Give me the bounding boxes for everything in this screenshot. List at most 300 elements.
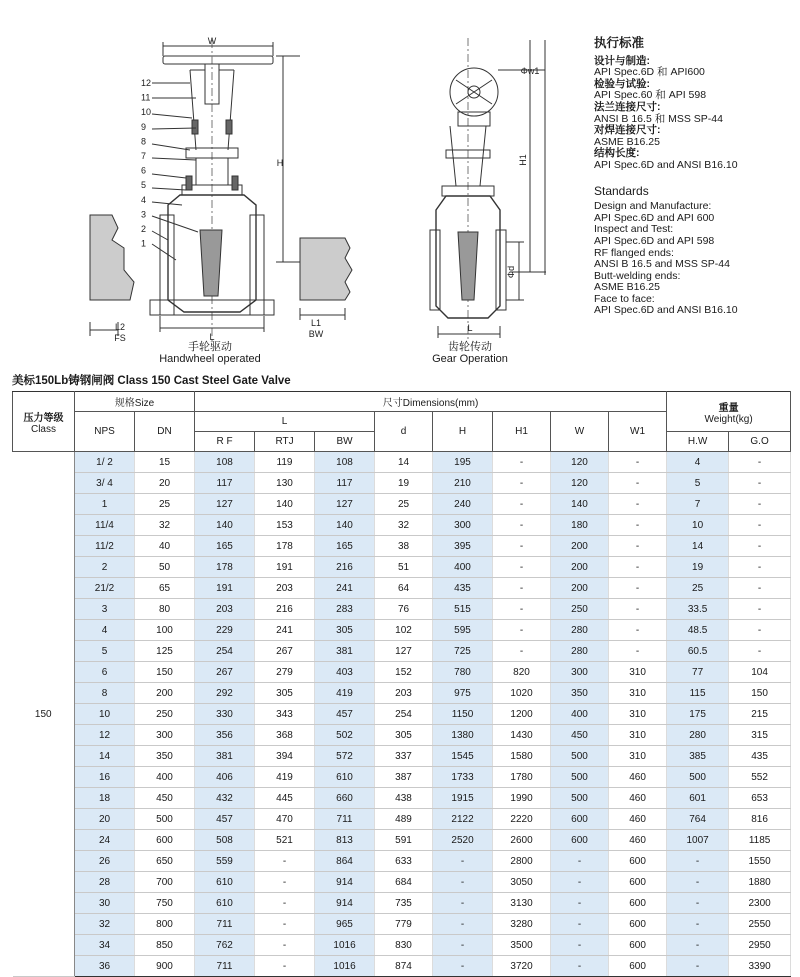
- table-cell: 240: [433, 494, 493, 515]
- table-cell: 50: [135, 557, 195, 578]
- table-cell: -: [729, 452, 791, 473]
- table-cell: 14: [667, 536, 729, 557]
- table-cell: 830: [375, 935, 433, 956]
- table-cell: 438: [375, 788, 433, 809]
- table-cell: -: [729, 494, 791, 515]
- table-cell: 3390: [729, 956, 791, 977]
- table-cell: 241: [255, 620, 315, 641]
- standard-line-en: ANSI B 16.5 and MSS SP-44: [594, 258, 730, 271]
- table-cell: 419: [315, 683, 375, 704]
- table-cell: 32: [375, 515, 433, 536]
- header-w: W: [551, 412, 609, 452]
- table-cell: 120: [551, 473, 609, 494]
- standard-line-en: Inspect and Test:: [594, 223, 674, 236]
- table-cell: -: [729, 557, 791, 578]
- table-cell: 254: [195, 641, 255, 662]
- table-cell: 14: [375, 452, 433, 473]
- part-number-6: 6: [141, 165, 147, 176]
- table-cell: 600: [609, 851, 667, 872]
- table-cell: 385: [667, 746, 729, 767]
- table-cell: 633: [375, 851, 433, 872]
- table-cell: 600: [609, 914, 667, 935]
- table-cell: -: [433, 851, 493, 872]
- standard-line-cn: API Spec.60 和 API 598: [594, 89, 707, 102]
- table-cell: 820: [493, 662, 551, 683]
- table-row: [13, 599, 791, 620]
- table-cell: 350: [135, 746, 195, 767]
- header-rtj: RTJ: [255, 432, 315, 452]
- table-cell: 400: [551, 704, 609, 725]
- table-cell: 19: [375, 473, 433, 494]
- table-cell: -: [255, 935, 315, 956]
- table-cell: -: [493, 557, 551, 578]
- table-cell: 460: [609, 830, 667, 851]
- table-cell: 254: [375, 704, 433, 725]
- table-cell: 34: [75, 935, 135, 956]
- table-cell: 1430: [493, 725, 551, 746]
- table-cell: 343: [255, 704, 315, 725]
- table-cell: 435: [729, 746, 791, 767]
- table-cell: 104: [729, 662, 791, 683]
- table-cell: 813: [315, 830, 375, 851]
- table-cell: 1545: [433, 746, 493, 767]
- part-number-5: 5: [141, 180, 147, 191]
- handwheel-caption: [150, 341, 270, 365]
- table-row: [13, 641, 791, 662]
- table-row: [13, 767, 791, 788]
- table-cell: 127: [195, 494, 255, 515]
- table-cell: 33.5: [667, 599, 729, 620]
- table-cell: -: [609, 452, 667, 473]
- table-cell: 515: [433, 599, 493, 620]
- standard-line-cn: API Spec.6D and ANSI B16.10: [594, 158, 738, 171]
- handwheel-caption-en: Handwheel operated: [159, 353, 261, 365]
- table-cell: 195: [433, 452, 493, 473]
- table-cell: 394: [255, 746, 315, 767]
- table-cell: 2950: [729, 935, 791, 956]
- table-cell: -: [493, 536, 551, 557]
- table-cell: 3280: [493, 914, 551, 935]
- table-cell: -: [729, 620, 791, 641]
- table-cell: 381: [315, 641, 375, 662]
- table-body: [13, 452, 791, 977]
- table-cell: -: [255, 956, 315, 977]
- table-cell: 1020: [493, 683, 551, 704]
- table-cell: 2600: [493, 830, 551, 851]
- dimension-table: [12, 391, 791, 977]
- table-cell: 150: [729, 683, 791, 704]
- table-cell: -: [667, 851, 729, 872]
- standard-line-cn: 法兰连接尺寸:: [594, 100, 661, 113]
- table-cell: 127: [315, 494, 375, 515]
- table-cell: 125: [135, 641, 195, 662]
- class-cell: 150: [13, 452, 75, 977]
- table-row: [13, 872, 791, 893]
- table-cell: 1880: [729, 872, 791, 893]
- table-cell: 762: [195, 935, 255, 956]
- table-cell: -: [609, 599, 667, 620]
- table-cell: -: [609, 473, 667, 494]
- table-cell: 387: [375, 767, 433, 788]
- part-number-8: 8: [141, 136, 147, 147]
- table-cell: 140: [315, 515, 375, 536]
- table-row: [13, 851, 791, 872]
- part-number-3: 3: [141, 209, 147, 220]
- table-cell: -: [729, 515, 791, 536]
- table-cell: 610: [315, 767, 375, 788]
- table-cell: 310: [609, 725, 667, 746]
- table-cell: 684: [375, 872, 433, 893]
- table-cell: 779: [375, 914, 433, 935]
- header-h1: H1: [493, 412, 551, 452]
- gear-caption-cn: 齿轮传动: [448, 341, 492, 353]
- table-cell: 600: [551, 830, 609, 851]
- table-cell: 178: [195, 557, 255, 578]
- table-row: [13, 830, 791, 851]
- table-cell: 864: [315, 851, 375, 872]
- table-cell: -: [433, 893, 493, 914]
- table-row: [13, 683, 791, 704]
- table-cell: 20: [75, 809, 135, 830]
- header-weight: 重量 Weight(kg): [667, 392, 791, 432]
- table-cell: 80: [135, 599, 195, 620]
- table-cell: 165: [195, 536, 255, 557]
- standard-line-en: Face to face:: [594, 292, 655, 305]
- dim-label-fs: FS: [114, 333, 126, 343]
- standards-title-en: Standards: [594, 183, 649, 198]
- table-row: [13, 452, 791, 473]
- table-cell: -: [493, 620, 551, 641]
- table-cell: 601: [667, 788, 729, 809]
- table-cell: 2122: [433, 809, 493, 830]
- standard-line-cn: 结构长度:: [594, 147, 640, 160]
- table-cell: 119: [255, 452, 315, 473]
- table-cell: 280: [667, 725, 729, 746]
- table-cell: 32: [135, 515, 195, 536]
- table-cell: -: [433, 956, 493, 977]
- table-cell: 305: [255, 683, 315, 704]
- table-cell: 267: [195, 662, 255, 683]
- table-cell: 216: [255, 599, 315, 620]
- table-cell: 600: [609, 872, 667, 893]
- table-cell: 780: [433, 662, 493, 683]
- header-bw: BW: [315, 432, 375, 452]
- table-cell: -: [255, 914, 315, 935]
- gear-caption: [420, 341, 520, 365]
- table-cell: 419: [255, 767, 315, 788]
- table-cell: 305: [315, 620, 375, 641]
- table-cell: 735: [375, 893, 433, 914]
- table-cell: 76: [375, 599, 433, 620]
- table-cell: 11/4: [75, 515, 135, 536]
- table-cell: -: [551, 935, 609, 956]
- standard-line-en: API Spec.6D and API 600: [594, 211, 715, 224]
- table-cell: 6: [75, 662, 135, 683]
- table-cell: 20: [135, 473, 195, 494]
- header-size: 规格Size: [75, 392, 195, 412]
- table-cell: 310: [609, 662, 667, 683]
- table-cell: 900: [135, 956, 195, 977]
- table-cell: 1016: [315, 956, 375, 977]
- header-hw: H.W: [667, 432, 729, 452]
- header-nps: NPS: [75, 412, 135, 452]
- table-row: [13, 620, 791, 641]
- table-cell: -: [667, 956, 729, 977]
- table-cell: 711: [195, 914, 255, 935]
- table-cell: -: [551, 872, 609, 893]
- table-row: [13, 725, 791, 746]
- table-cell: -: [551, 956, 609, 977]
- table-cell: 5: [667, 473, 729, 494]
- table-cell: 450: [135, 788, 195, 809]
- table-cell: 100: [135, 620, 195, 641]
- table-cell: 250: [135, 704, 195, 725]
- header-go: G.O: [729, 432, 791, 452]
- gear-caption-en: Gear Operation: [432, 353, 508, 365]
- table-cell: 3/ 4: [75, 473, 135, 494]
- table-row: [13, 935, 791, 956]
- table-cell: -: [551, 851, 609, 872]
- table-row: [13, 473, 791, 494]
- table-cell: 117: [195, 473, 255, 494]
- table-cell: 400: [433, 557, 493, 578]
- table-cell: 203: [195, 599, 255, 620]
- standards-list-en: [594, 201, 794, 317]
- table-cell: 800: [135, 914, 195, 935]
- table-cell: 300: [135, 725, 195, 746]
- table-cell: 48.5: [667, 620, 729, 641]
- table-cell: 1007: [667, 830, 729, 851]
- table-cell: -: [667, 872, 729, 893]
- table-cell: 4: [667, 452, 729, 473]
- table-cell: 1550: [729, 851, 791, 872]
- dim-label-h: H: [276, 158, 284, 168]
- table-cell: 283: [315, 599, 375, 620]
- table-cell: 127: [375, 641, 433, 662]
- header-d: d: [375, 412, 433, 452]
- table-cell: 4: [75, 620, 135, 641]
- table-cell: 250: [551, 599, 609, 620]
- table-cell: 115: [667, 683, 729, 704]
- standards-panel: [594, 38, 794, 317]
- table-cell: 51: [375, 557, 433, 578]
- table-cell: 152: [375, 662, 433, 683]
- table-cell: 552: [729, 767, 791, 788]
- table-cell: -: [493, 641, 551, 662]
- table-cell: 292: [195, 683, 255, 704]
- table-row: [13, 662, 791, 683]
- table-cell: 19: [667, 557, 729, 578]
- table-cell: 700: [135, 872, 195, 893]
- table-cell: 381: [195, 746, 255, 767]
- part-number-7: 7: [141, 151, 147, 161]
- dim-label-w: W: [207, 36, 217, 46]
- dim-label-l-gear: L: [467, 323, 473, 333]
- table-cell: 8: [75, 683, 135, 704]
- table-cell: 653: [729, 788, 791, 809]
- table-cell: -: [729, 578, 791, 599]
- table-cell: 279: [255, 662, 315, 683]
- table-cell: 117: [315, 473, 375, 494]
- part-number-labels: [141, 78, 151, 249]
- part-number-12: 12: [141, 78, 152, 88]
- table-row: [13, 578, 791, 599]
- table-cell: 600: [609, 956, 667, 977]
- standard-line-cn: ANSI B 16.5 和 MSS SP-44: [594, 112, 723, 125]
- table-title: 美标150Lb铸钢闸阀 Class 150 Cast Steel Gate Valve: [12, 375, 291, 387]
- table-cell: 216: [315, 557, 375, 578]
- table-cell: 2220: [493, 809, 551, 830]
- table-cell: 660: [315, 788, 375, 809]
- gear-valve-drawing: [430, 38, 546, 340]
- header-l: L: [195, 412, 375, 432]
- table-cell: -: [667, 893, 729, 914]
- table-cell: 14: [75, 746, 135, 767]
- table-cell: 600: [609, 935, 667, 956]
- table-cell: 356: [195, 725, 255, 746]
- table-cell: 395: [433, 536, 493, 557]
- table-cell: 1/ 2: [75, 452, 135, 473]
- table-cell: 350: [551, 683, 609, 704]
- table-cell: 1733: [433, 767, 493, 788]
- table-cell: 1: [75, 494, 135, 515]
- table-cell: 1016: [315, 935, 375, 956]
- dim-label-h1: H1: [518, 154, 528, 166]
- table-cell: 18: [75, 788, 135, 809]
- table-cell: 1580: [493, 746, 551, 767]
- standard-line-cn: ASME B16.25: [594, 135, 660, 148]
- table-cell: 200: [551, 557, 609, 578]
- table-cell: 965: [315, 914, 375, 935]
- table-cell: 432: [195, 788, 255, 809]
- table-cell: 1185: [729, 830, 791, 851]
- table-cell: 610: [195, 872, 255, 893]
- table-cell: -: [493, 578, 551, 599]
- table-cell: 3500: [493, 935, 551, 956]
- standards-list-cn: [594, 56, 794, 172]
- table-cell: 600: [135, 830, 195, 851]
- table-cell: 315: [729, 725, 791, 746]
- table-cell: 572: [315, 746, 375, 767]
- table-cell: 403: [315, 662, 375, 683]
- table-cell: 165: [315, 536, 375, 557]
- header-h: H: [433, 412, 493, 452]
- table-cell: 3050: [493, 872, 551, 893]
- table-cell: 200: [135, 683, 195, 704]
- table-cell: 28: [75, 872, 135, 893]
- table-cell: 470: [255, 809, 315, 830]
- table-cell: -: [667, 935, 729, 956]
- table-cell: -: [255, 851, 315, 872]
- dim-label-bw: BW: [308, 329, 324, 339]
- header-dn: DN: [135, 412, 195, 452]
- table-row: [13, 515, 791, 536]
- table-cell: 750: [135, 893, 195, 914]
- header-class: 压力等级 Class: [13, 392, 75, 452]
- table-cell: 2800: [493, 851, 551, 872]
- table-cell: 12: [75, 725, 135, 746]
- table-cell: 460: [609, 809, 667, 830]
- table-cell: 180: [551, 515, 609, 536]
- table-cell: 241: [315, 578, 375, 599]
- header-w1: W1: [609, 412, 667, 452]
- standard-line-en: API Spec.6D and ANSI B16.10: [594, 304, 738, 317]
- table-cell: 310: [609, 704, 667, 725]
- table-cell: 3720: [493, 956, 551, 977]
- dim-label-l1: L1: [310, 318, 322, 328]
- table-cell: -: [551, 914, 609, 935]
- table-cell: 1380: [433, 725, 493, 746]
- table-cell: 15: [135, 452, 195, 473]
- table-cell: 200: [551, 536, 609, 557]
- header-rf: R F: [195, 432, 255, 452]
- table-cell: -: [255, 872, 315, 893]
- table-cell: -: [609, 578, 667, 599]
- table-cell: 445: [255, 788, 315, 809]
- table-cell: 38: [375, 536, 433, 557]
- table-cell: 65: [135, 578, 195, 599]
- table-cell: -: [609, 641, 667, 662]
- table-cell: 300: [551, 662, 609, 683]
- table-cell: 457: [315, 704, 375, 725]
- table-cell: -: [729, 536, 791, 557]
- table-cell: -: [609, 494, 667, 515]
- table-cell: 521: [255, 830, 315, 851]
- table-cell: 406: [195, 767, 255, 788]
- table-cell: 489: [375, 809, 433, 830]
- table-cell: 500: [135, 809, 195, 830]
- table-cell: 203: [375, 683, 433, 704]
- table-cell: 435: [433, 578, 493, 599]
- table-cell: 711: [195, 956, 255, 977]
- table-cell: 650: [135, 851, 195, 872]
- table-cell: 450: [551, 725, 609, 746]
- standard-line-en: RF flanged ends:: [594, 246, 674, 259]
- table-cell: 400: [135, 767, 195, 788]
- table-cell: 300: [433, 515, 493, 536]
- standard-line-en: ASME B16.25: [594, 281, 660, 294]
- table-cell: -: [433, 914, 493, 935]
- table-cell: 460: [609, 767, 667, 788]
- table-cell: 77: [667, 662, 729, 683]
- table-cell: 1990: [493, 788, 551, 809]
- table-cell: 310: [609, 683, 667, 704]
- table-row: [13, 704, 791, 725]
- table-cell: 500: [667, 767, 729, 788]
- part-number-10: 10: [141, 107, 152, 118]
- table-cell: 175: [667, 704, 729, 725]
- table-cell: 874: [375, 956, 433, 977]
- standard-line-en: Design and Manufacture:: [594, 200, 712, 213]
- table-cell: -: [609, 536, 667, 557]
- table-row: [13, 893, 791, 914]
- table-cell: 210: [433, 473, 493, 494]
- table-row: [13, 746, 791, 767]
- table-cell: 16: [75, 767, 135, 788]
- table-cell: 203: [255, 578, 315, 599]
- table-cell: -: [609, 620, 667, 641]
- table-cell: 60.5: [667, 641, 729, 662]
- table-cell: 725: [433, 641, 493, 662]
- table-cell: 25: [667, 578, 729, 599]
- handwheel-caption-cn: 手轮驱动: [188, 341, 232, 353]
- table-cell: 500: [551, 788, 609, 809]
- table-cell: 200: [551, 578, 609, 599]
- part-number-1: 1: [141, 238, 147, 249]
- dim-label-l2: L2: [114, 322, 126, 332]
- table-cell: 21/2: [75, 578, 135, 599]
- table-cell: 337: [375, 746, 433, 767]
